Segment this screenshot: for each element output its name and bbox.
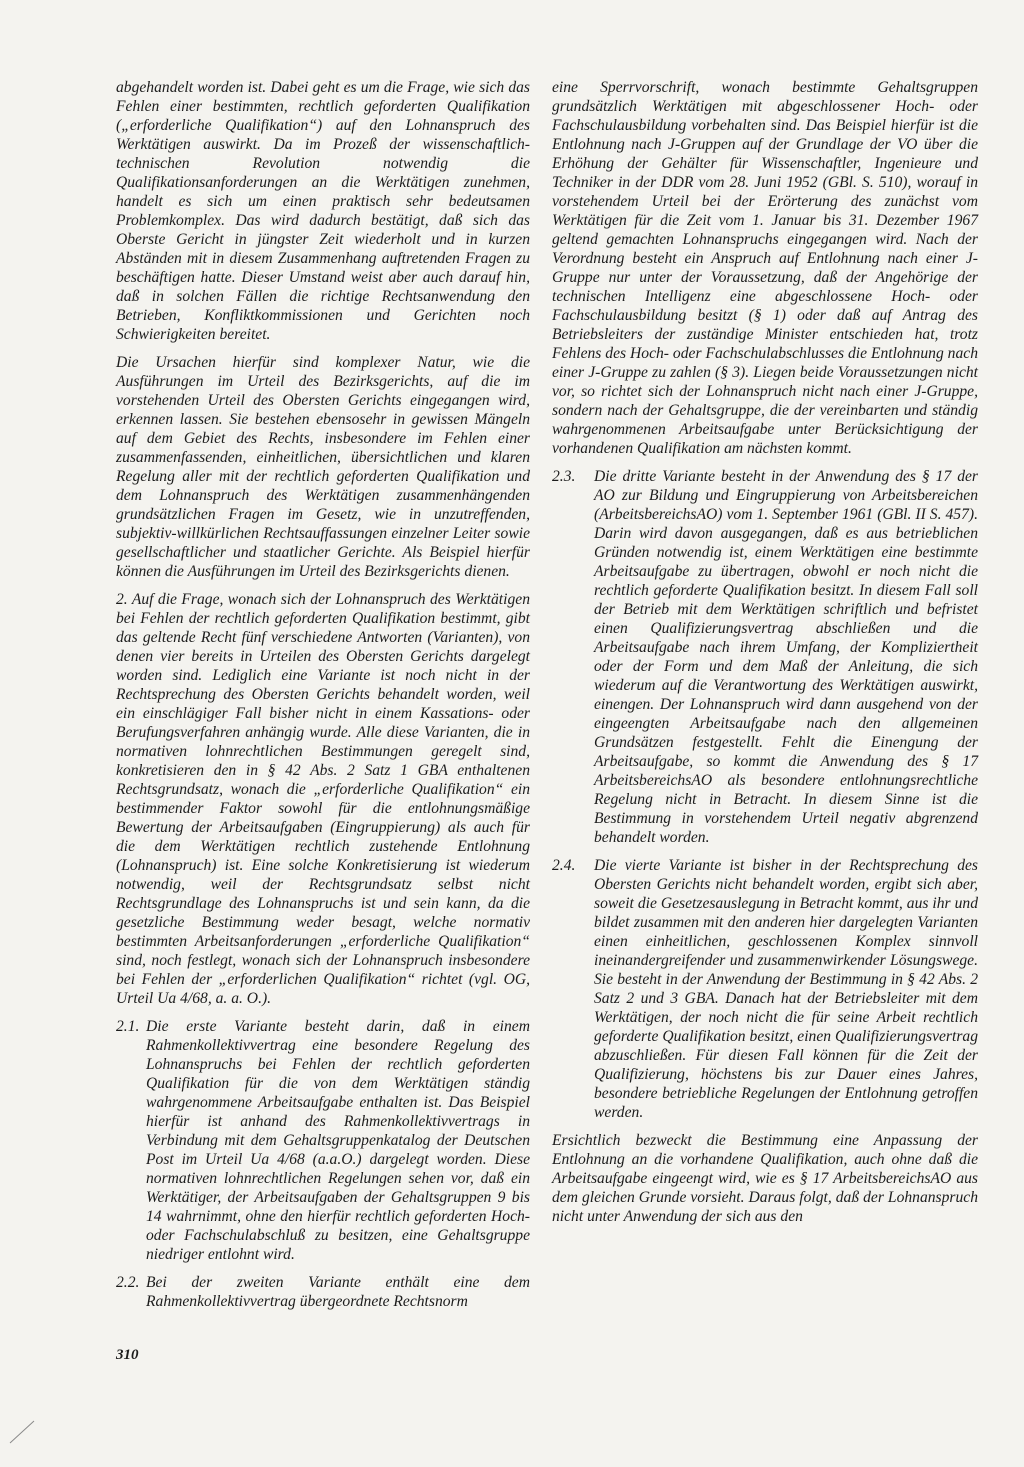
item-text: Die dritte Variante besteht in der Anwendung des § 17 der AO zur Bildung und Eingruppierung von Arbeitsbereichen (ArbeitsbereichsAO) vom 1. September 1961 (GBl. II S. 457). Darin wird davon ausgegangen, daß es aus betrieblichen Gründen notwendig ist, einem Werktätigen eine bestimmte Arbeitsaufgabe zu übertragen, obwohl er noch nicht die rechtlich geforderte Qualifikation besitzt. In diesem Fall soll der Betrieb mit dem Werktätigen schriftlich und befristet einen Qualifizierungsvertrag abschließen und die Arbeitsaufgabe nach ihrem Umfang, der Kompliziertheit oder der Form und dem Maß der Anleitung, die sich wiederum auf die Verantwortung des Werktätigen auswirkt, einengen. Der Lohnanspruch wird dann ausgehend von der eingeengten Arbeitsaufgabe nach den allgemeinen Grundsätzen festgestellt. Fehlt die Einengung der Arbeitsaufgabe, so kommt die Anwendung des § 17 ArbeitsbereichsAO als besondere entlohnungsrechtliche Regelung nicht in Betracht. In diesem Sinne ist die Bestimmung in vorstehendem Urteil negativ abgrenzend behandelt worden.: [594, 468, 978, 846]
scan-mark-icon: [8, 1415, 38, 1445]
item-number: 2.2.: [116, 1274, 140, 1291]
paragraph: Die Ursachen hierfür sind komplexer Natur, wie die Ausführungen im Urteil des Bezirksgerichts, auf die im vorstehenden Urteil des Obersten Gerichts eingegangen wird, erkennen lassen. Sie bestehen ebensosehr in gewissen Mängeln auf dem Gebiet des Rechts, insbesondere im Fehlen einer zusammenfassenden, einheitlichen, übersichtlichen und klaren Regelung aller mit der rechtlich geforderten Qualifikation und dem Lohnanspruch des Werktätigen zusammenhängenden grundsätzlichen Fragen im Gesetz, wie in unzutreffenden, subjektiv-willkürlichen Rechtsauffassungen einzelner Leiter sowie gesellschaftlicher und staatlicher Gerichte. Als Beispiel hierfür können die Ausführungen im Urteil des Bezirksgerichts dienen.: [116, 354, 530, 580]
page-number: 310: [116, 1347, 139, 1363]
item-text: Die erste Variante besteht darin, daß in einem Rahmenkollektivvertrag eine besondere Regelung des Lohnanspruchs bei Fehlen der rechtlich geforderten Qualifikation für die von dem Werktätigen ständig wahrgenommene Arbeitsaufgabe enthalten ist. Das Beispiel hierfür ist anhand des Rahmenkollektivvertrags in Verbindung mit dem Gehaltsgruppenkatalog der Deutschen Post im Urteil Ua 4/68 (a.a.O.) dargelegt worden. Diese normativen lohnrechtlichen Regelungen sehen vor, daß ein Werktätiger, der Arbeitsaufgaben der Gehaltsgruppen 9 bis 14 wahrnimmt, ohne den hierfür rechtlich geforderten Hoch- oder Fachschulabschluß zu besitzen, eine Gehaltsgruppe niedriger entlohnt wird.: [146, 1018, 530, 1263]
item-text: Die vierte Variante ist bisher in der Rechtsprechung des Obersten Gerichts nicht behandelt worden, ergibt sich aber, soweit die Gesetzesauslegung in Betracht kommt, aus ihr und bildet zusammen mit den anderen hier dargelegten Varianten einen einheitlichen, geschlossenen Komplex sinnvoll ineinandergreifender und zusammenwirkender Lösungswege. Sie besteht in der Anwendung der Bestimmung in § 42 Abs. 2 Satz 2 und 3 GBA. Danach hat der Betriebsleiter mit dem Werktätigen, der noch nicht die für seine Arbeit rechtlich geforderte Qualifikation besitzt, einen Qualifizierungsvertrag abzuschließen. Für diesen Fall können für die Zeit der Qualifizierung, höchstens bis zur Dauer eines Jahres, besondere betriebliche Regelungen der Entlohnung getroffen werden.: [594, 857, 978, 1121]
paragraph: abgehandelt worden ist. Dabei geht es um die Frage, wie sich das Fehlen einer bestimmten, rechtlich geforderten Qualifikation („erforderliche Qualifikation“) auf den Lohnanspruch des Werktätigen auswirkt. Da im Prozeß der wissenschaftlich-technischen Revolution notwendig die Qualifikationsanforderungen an die Werktätigen zunehmen, handelt es sich um einen praktisch sehr bedeutsamen Problemkomplex. Das wird dadurch bestätigt, daß sich das Oberste Gericht in jüngster Zeit wiederholt und in kurzen Abständen mit in diesem Zusammenhang auftretenden Fragen zu beschäftigen hatte. Dieser Umstand weist aber auch darauf hin, daß in solchen Fällen die richtige Rechtsanwendung den Betrieben, Konfliktkommissionen und Gerichten noch Schwierigkeiten bereitet.: [116, 79, 530, 343]
numbered-item: [552, 467, 978, 847]
paragraph: eine Sperrvorschrift, wonach bestimmte Gehaltsgruppen grundsätzlich Werktätigen mit abgeschlossener Hoch- oder Fachschulausbildung vorbehalten sind. Das Beispiel hierfür ist die Entlohnung nach J-Gruppen auf der Grundlage der VO über die Erhöhung der Gehälter für Wissenschaftler, Ingenieure und Techniker in der DDR vom 28. Juni 1952 (GBl. S. 510), worauf in vorstehendem Urteil bei der Erörterung des zunächst vom Werktätigen für die Zeit vom 1. Januar bis 31. Dezember 1967 geltend gemachten Lohnanspruchs eingegangen wird. Nach der Verordnung besteht ein Anspruch auf Entlohnung nach einer J-Gruppe nur unter der Voraussetzung, daß der Angehörige der technischen Intelligenz eine abgeschlossene Hoch- oder Fachschulausbildung besitzt (§ 1) oder daß auf Antrag des Betriebsleiters der zuständige Minister entschieden hat, trotz Fehlens des Hoch- oder Fachschulabschlusses die Entlohnung nach einer J-Gruppe zu zahlen (§ 3). Liegen beide Voraussetzungen nicht vor, so richtet sich der Lohnanspruch nicht nach einer J-Gruppe, sondern nach der Gehaltsgruppe, die der vereinbarten und ständig wahrgenommenen Arbeitsaufgabe unter Berücksichtigung der vorhandenen Qualifikation am nächsten kommt.: [552, 79, 978, 457]
left-column: [116, 78, 530, 1320]
paragraph: Ersichtlich bezweckt die Bestimmung eine Anpassung der Entlohnung an die vorhandene Qualifikation, auch ohne daß die Arbeitsaufgabe eingeengt wird, wie es § 17 ArbeitsbereichsAO aus dem gleichen Grunde vorsieht. Daraus folgt, daß der Lohnanspruch nicht unter Anwendung der sich aus den: [552, 1132, 978, 1225]
numbered-item: [116, 1273, 530, 1311]
paragraph: 2. Auf die Frage, wonach sich der Lohnanspruch des Werktätigen bei Fehlen der rechtlich geforderten Qualifikation bestimmt, gibt das geltende Recht fünf verschiedene Antworten (Varianten), von denen vier bereits in Urteilen des Obersten Gerichts dargelegt worden sind. Lediglich eine Variante ist noch nicht in der Rechtsprechung des Obersten Gerichts behandelt worden, weil ein einschlägiger Fall bisher nicht in einem Kassations- oder Berufungsverfahren anhängig wurde. Alle diese Varianten, die in normativen lohnrechtlichen Bestimmungen geregelt sind, konkretisieren den in § 42 Abs. 2 Satz 1 GBA enthaltenen Rechtsgrundsatz, wonach die „erforderliche Qualifikation“ ein bestimmender Faktor sowohl für die entlohnungsmäßige Bewertung der Arbeitsaufgaben (Eingruppierung) als auch für die dem Werktätigen rechtlich zustehende Entlohnung (Lohnanspruch) ist. Eine solche Konkretisierung ist wiederum notwendig, weil der Rechtsgrundsatz selbst nicht Rechtsgrundlage des Lohnanspruchs ist und sein kann, da die gesetzliche Bestimmung weder besagt, welche normativ bestimmten Arbeitsanforderungen „erforderliche Qualifikation“ sind, noch festlegt, wonach sich der Lohnanspruch insbesondere bei Fehlen der „erforderlichen Qualifikation“ richtet (vgl. OG, Urteil Ua 4/68, a. a. O.).: [116, 591, 530, 1007]
item-number: 2.1.: [116, 1018, 140, 1035]
numbered-item: [552, 856, 978, 1122]
right-column: [552, 78, 978, 1235]
item-number: 2.3.: [552, 468, 576, 485]
numbered-item: [116, 1017, 530, 1264]
item-text: Bei der zweiten Variante enthält eine dem Rahmenkollektivvertrag übergeordnete Rechtsnorm: [146, 1274, 530, 1310]
item-number: 2.4.: [552, 857, 576, 874]
